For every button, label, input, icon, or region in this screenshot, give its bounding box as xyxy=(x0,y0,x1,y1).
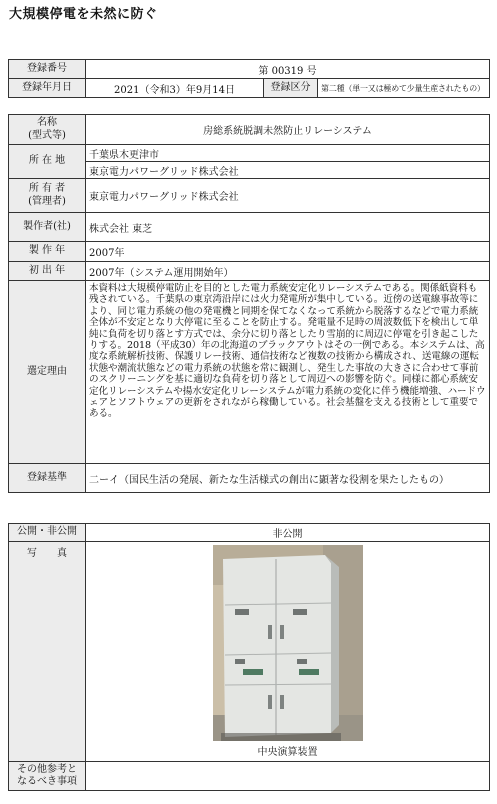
disclosure-table xyxy=(8,523,490,791)
owner-label-line2: (管理者) xyxy=(28,195,66,207)
first-year-label: 初 出 年 xyxy=(9,262,86,281)
registration-date-label: 登録年月日 xyxy=(9,79,86,98)
owner-label-line1: 所 有 者 xyxy=(28,183,66,194)
other-notes-label-line2: なるべき事項 xyxy=(17,776,77,787)
name-label xyxy=(9,115,86,145)
name-label-line2: (型式等) xyxy=(28,129,66,141)
other-notes-value xyxy=(86,762,490,791)
photo-label: 写 真 xyxy=(9,542,86,762)
owner-label xyxy=(9,179,86,213)
maker-value: 株式会社 東芝 xyxy=(86,213,490,242)
location-address: 千葉県木更津市 xyxy=(86,145,490,162)
production-year-value: 2007年 xyxy=(86,242,490,262)
registration-number-label: 登録番号 xyxy=(9,60,86,79)
public-value: 非公開 xyxy=(86,524,490,542)
criteria-value: 二ーイ（国民生活の発展、新たな生活様式の創出に顕著な役割を果たしたもの） xyxy=(86,464,490,493)
name-label-line1: 名称 xyxy=(37,117,57,128)
reason-label: 選定理由 xyxy=(9,281,86,464)
registration-number-value: 第 00319 号 xyxy=(86,60,490,79)
cabinet-photo xyxy=(213,545,363,741)
production-year-label: 製 作 年 xyxy=(9,242,86,262)
page-title: 大規模停電を未然に防ぐ xyxy=(9,7,158,22)
details-table xyxy=(8,114,490,493)
location-organization: 東京電力パワーグリッド株式会社 xyxy=(86,162,490,179)
criteria-label: 登録基準 xyxy=(9,464,86,493)
photo-cell xyxy=(86,542,490,762)
other-notes-label-line1: その他参考と xyxy=(17,763,77,775)
other-notes-label xyxy=(9,762,86,791)
registration-table xyxy=(8,59,490,98)
location-label: 所 在 地 xyxy=(9,145,86,179)
owner-value: 東京電力パワーグリッド株式会社 xyxy=(86,179,490,213)
public-label: 公開・非公開 xyxy=(9,524,86,542)
reason-text: 本資料は大規模停電防止を目的とした電力系統安定化リレーシステムである。関係紙資料も残されている。千葉県の東京湾沿岸には火力発電所が集中している。近傍の送電線事故等により、同じ電力系統の他の発電機と同期を保てなくなって系統から脱落するなどで電力系統全体が不安定となり大停電に至ることを防止する。発電量不足時の周波数低下を検出して単純に負荷を切り落とす方式では、余分に切り落としたり雪崩的に周辺に停電を引き起こしたりする。2018（平成30）年の北海道のブラックアウトはその一例である。本システムは、高度な系統解析技術、保護リレー技術、通信技術など複数の技術から構成され、送電線の運転状態や潮流状態などの電力系統の状態を常に観測し、発生した事故の大きさに合わせて事前のスクリーニングを基に適切な負荷を切り落として周辺への影響を防ぐ。同様に都心系統安定化リレーシステムや揚水安定化リレーシステムが電力系統の変化に伴う機能増強、ハードウェアとソフトウェアの更新をされながら稼働している。社会基盤を支える技術として重要である。 xyxy=(86,281,490,464)
registration-class-value: 第二種（単一又は極めて少量生産されたもの） xyxy=(318,79,490,98)
registration-date-value: 2021（令和3）年9月14日 xyxy=(86,79,264,98)
maker-label: 製作者(社) xyxy=(9,213,86,242)
name-value: 房総系統脱調未然防止リレーシステム xyxy=(86,115,490,145)
cabinet-illustration xyxy=(213,545,363,741)
photo-caption: 中央演算装置 xyxy=(257,747,318,758)
registration-class-label: 登録区分 xyxy=(264,79,318,98)
first-year-value: 2007年（システム運用開始年） xyxy=(86,262,490,281)
